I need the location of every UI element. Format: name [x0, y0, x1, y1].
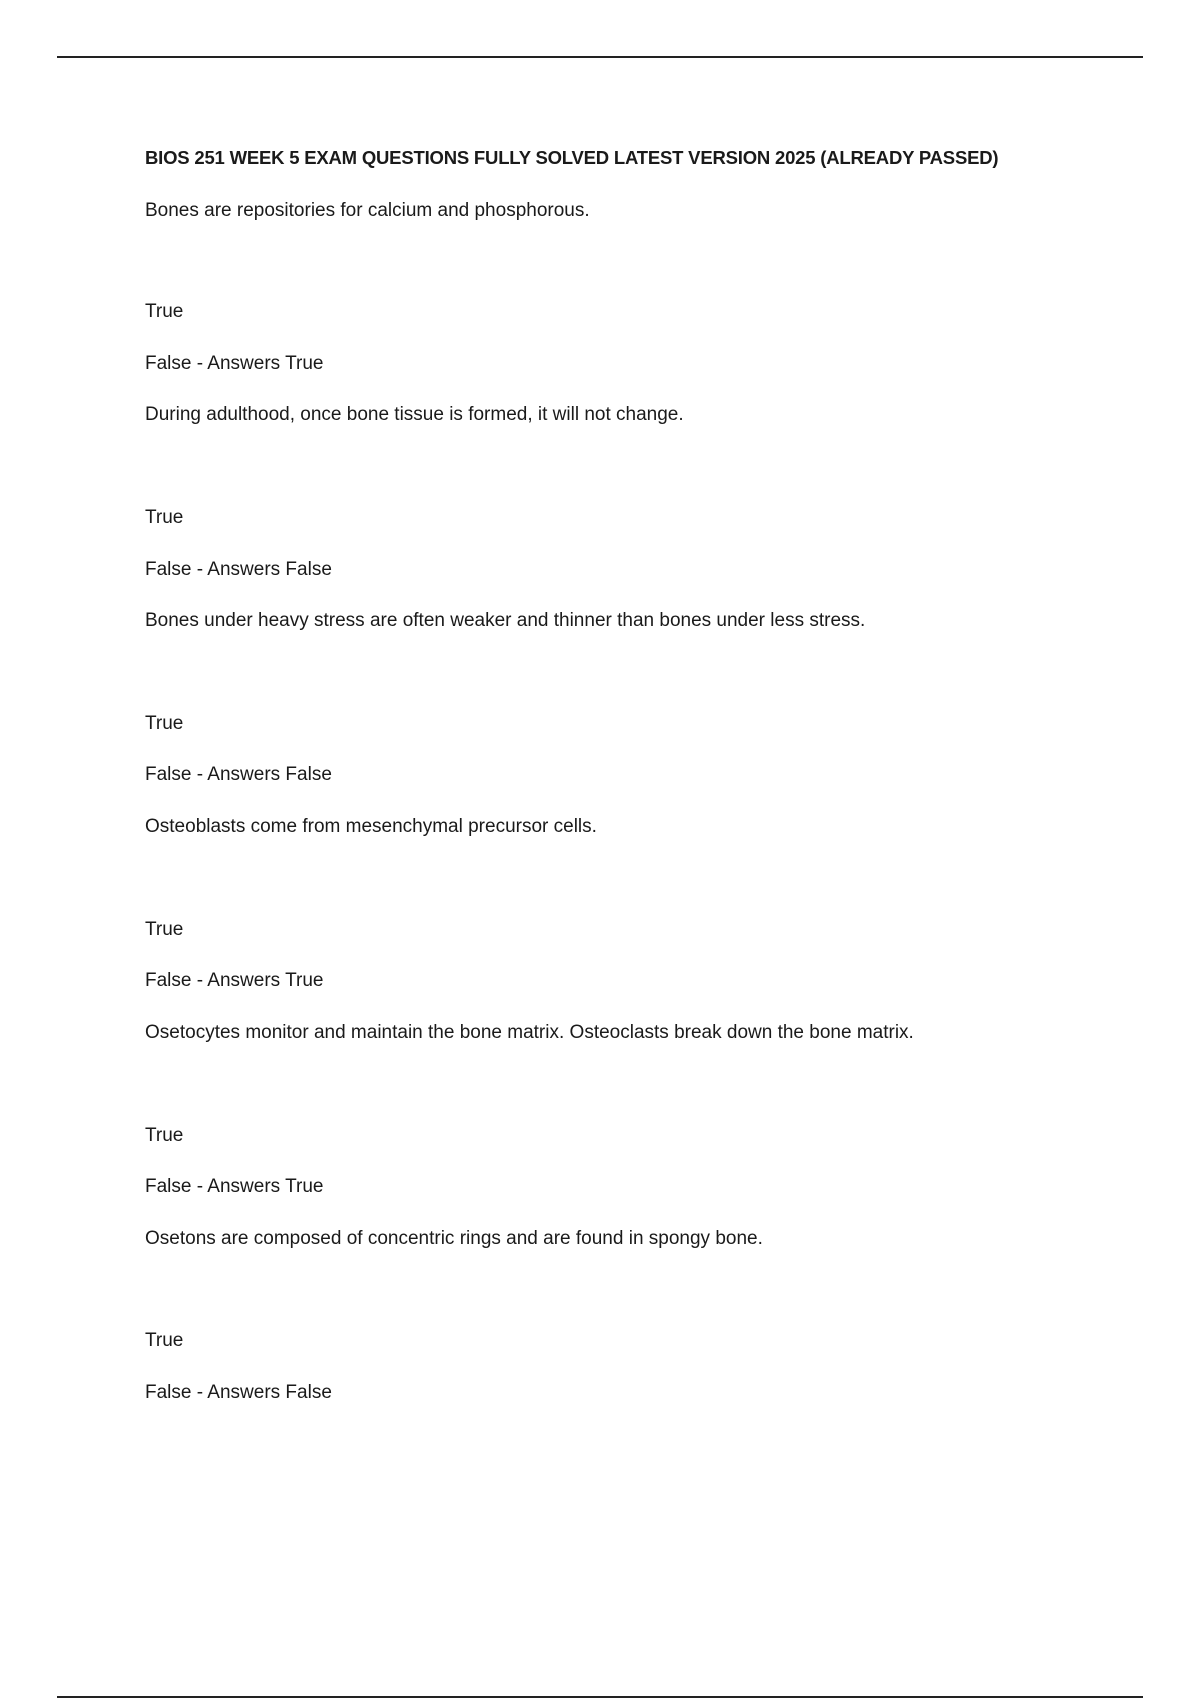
question-4-text: Osteoblasts come from mesenchymal precursor cells. — [145, 816, 597, 837]
top-rule — [57, 56, 1143, 58]
question-5-answer: False - Answers True — [145, 1176, 324, 1197]
question-6-answer: False - Answers False — [145, 1382, 332, 1403]
question-1-option-true: True — [145, 301, 184, 322]
question-4-answer: False - Answers True — [145, 970, 324, 991]
question-6-text: Osetons are composed of concentric rings and are found in spongy bone. — [145, 1228, 763, 1249]
bottom-rule — [57, 1696, 1143, 1698]
question-5-option-true: True — [145, 1125, 184, 1146]
question-1-answer: False - Answers True — [145, 353, 324, 374]
question-3-option-true: True — [145, 713, 184, 734]
question-3-text: Bones under heavy stress are often weaker and thinner than bones under less stress. — [145, 610, 866, 631]
question-1-text: Bones are repositories for calcium and phosphorous. — [145, 200, 590, 221]
document-title: BIOS 251 WEEK 5 EXAM QUESTIONS FULLY SOLVED LATEST VERSION 2025 (ALREADY PASSED) — [145, 147, 999, 168]
question-2-text: During adulthood, once bone tissue is formed, it will not change. — [145, 404, 684, 425]
question-2-answer: False - Answers False — [145, 559, 332, 580]
question-4-option-true: True — [145, 919, 184, 940]
question-6-option-true: True — [145, 1330, 184, 1351]
question-2-option-true: True — [145, 507, 184, 528]
question-5-text: Osetocytes monitor and maintain the bone matrix. Osteoclasts break down the bone matrix. — [145, 1022, 914, 1043]
question-3-answer: False - Answers False — [145, 764, 332, 785]
